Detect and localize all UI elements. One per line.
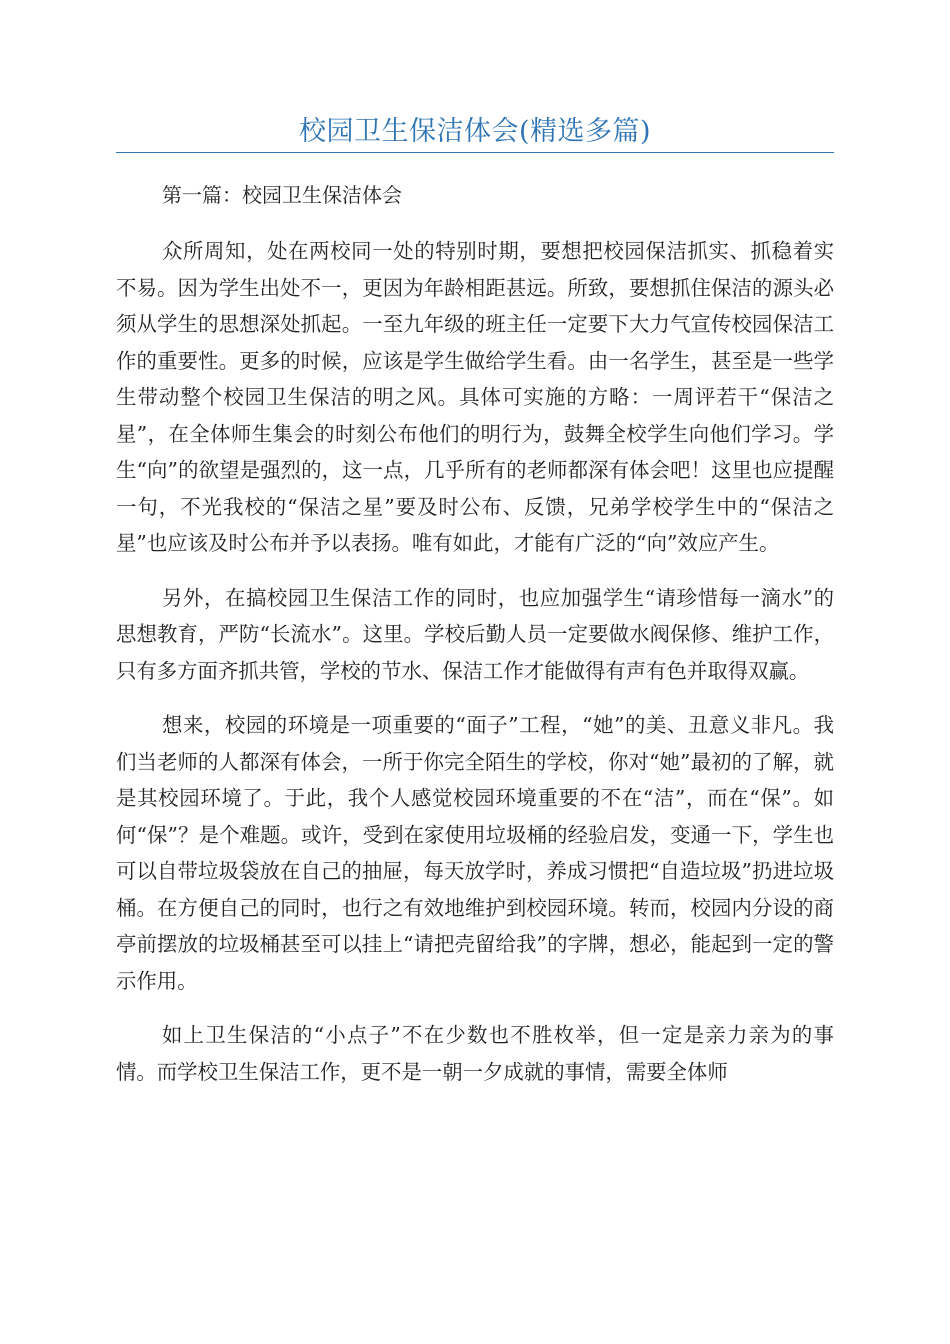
paragraph-2: 另外，在搞校园卫生保洁工作的同时，也应加强学生“请珍惜每一滴水”的思想教育，严防“长流水”。这里。学校后勤人员一定要做水阀保修、维护工作，只有多方面齐抓共管，学校的节水、保洁工作才能做得有声有色并取得双赢。 — [116, 585, 834, 683]
document-title: 校园卫生保洁体会(精选多篇) — [298, 116, 652, 147]
document-page — [116, 0, 834, 1090]
section-heading: 第一篇：校园卫生保洁体会 — [162, 183, 402, 207]
paragraph-3: 想来，校园的环境是一项重要的“面子”工程，“她”的美、丑意义非凡。我们当老师的人都深有体会，一所于你完全陌生的学校，你对“她”最初的了解，就是其校园环境了。于此，我个人感觉校园环境重要的不在“洁”，而在“保”。如何“保”？是个难题。或许，受到在家使用垃圾桶的经验启发，变通一下，学生也可以自带垃圾袋放在自己的抽屉，每天放学时，养成习惯把“自造垃圾”扔进垃圾桶。在方便自己的同时，也行之有效地维护到校园环境。转而，校园内分设的商亭前摆放的垃圾桶甚至可以挂上“请把壳留给我”的字牌，想必，能起到一定的警示作用。 — [116, 713, 834, 993]
title-underline — [116, 152, 834, 153]
paragraph-1: 众所周知，处在两校同一处的特别时期，要想把校园保洁抓实、抓稳着实不易。因为学生出处不一，更因为年龄相距甚远。所致，要想抓住保洁的源头必须从学生的思想深处抓起。一至九年级的班主任一定要下大力气宣传校园保洁工作的重要性。更多的时候，应该是学生做给学生看。由一名学生，甚至是一些学生带动整个校园卫生保洁的明之风。具体可实施的方略：一周评若干“保洁之星”，在全体师生集会的时刻公布他们的明行为，鼓舞全校学生向他们学习。学生“向”的欲望是强烈的，这一点，几乎所有的老师都深有体会吧！这里也应提醒一句，不光我校的“保洁之星”要及时公布、反馈，兄弟学校学生中的“保洁之星”也应该及时公布并予以表扬。唯有如此，才能有广泛的“向”效应产生。 — [116, 239, 834, 555]
paragraph-4: 如上卫生保洁的“小点子”不在少数也不胜枚举，但一定是亲力亲为的事情。而学校卫生保洁工作，更不是一朝一夕成就的事情，需要全体师 — [116, 1023, 834, 1084]
